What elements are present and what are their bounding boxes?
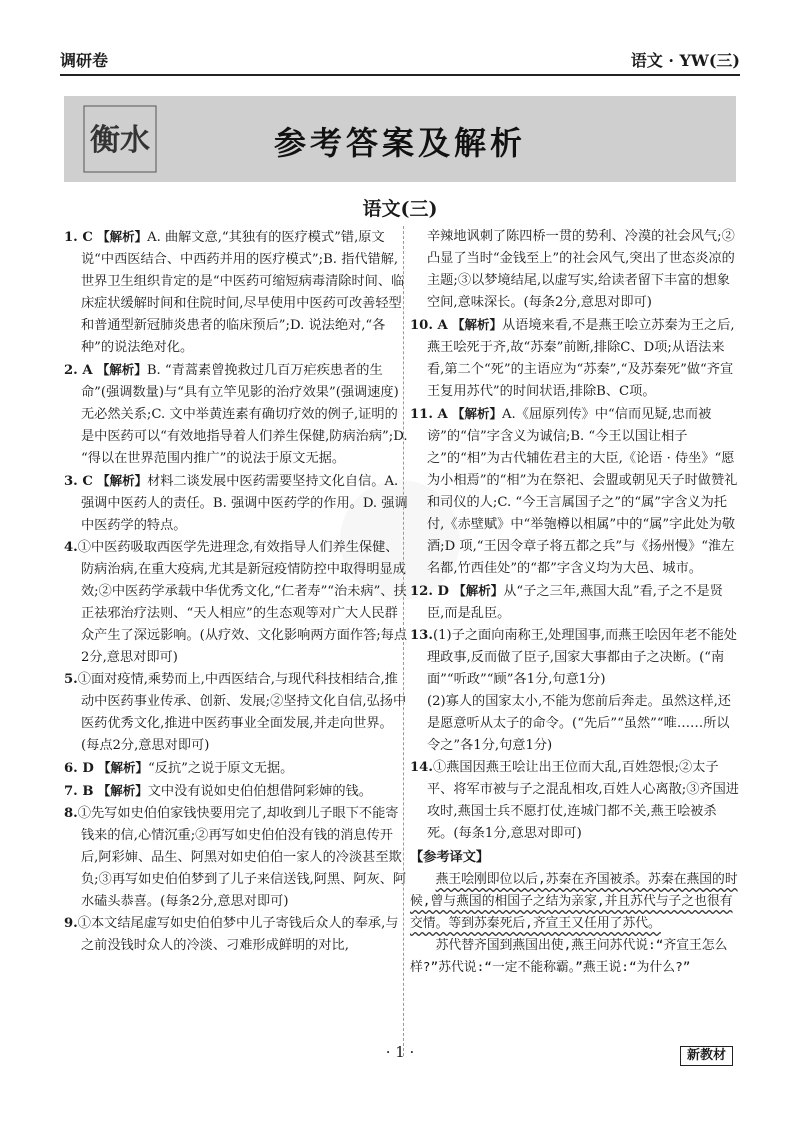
answer-item — [64, 359, 408, 470]
item-text: 材料二谈发展中医药需要坚持文化自信。A. 强调中医药人的责任。B. 强调中医药学的作用。D. 强调中医药学的特点。 — [81, 474, 408, 533]
item-text: ①燕国因燕王哙让出王位而大乱,百姓怨恨;②太子平、将军市被与子之混乱相攻,百姓人心离散;③齐国进攻时,燕国士兵不愿打仗,连城门都不关,燕王哙被杀死。(每条1分,意思对即可) — [427, 760, 739, 841]
item-number: 9. — [64, 916, 78, 931]
header-left-label: 调研卷 — [60, 51, 109, 70]
item-tag: 【解析】 — [97, 229, 148, 244]
answer-item — [410, 625, 740, 691]
left-column — [64, 226, 408, 957]
item-number: 5. — [64, 672, 78, 687]
item-text: A.《屈原列传》中“信而见疑,忠而被谤”的“信”字含义为诚信;B. “今王以国让相子之”的“相”为古代辅佐君主的大臣,《论语 · 侍坐》“愿为小相焉”的“相”为在祭祀、会盟或朝见天子时做赞礼和司仪的人;C. “今王言属国子之”的“属”字含义为托付,《赤壁赋》中“举匏樽以相属”中的“属”字此处为敬酒;D 项,“王因令章子将五都之兵”与《扬州慢》“淮左名都,竹西佳处”的“都”字含义均为大邑、城市。 — [427, 407, 738, 576]
item-text: 从语境来看,不是燕王哙立苏秦为王之后,燕王哙死于齐,故“苏秦”前断,排除C、D项;从语法来看,第二个“死”的主语应为“苏秦”,“及苏秦死”做“齐宣王复用苏代”的时间状语,排除B、C项。 — [427, 318, 735, 399]
item-number: 8. — [64, 806, 78, 821]
answer-subitem: (2)寡人的国家太小,不能为您前后奔走。虽然这样,还是愿意听从太子的命令。(“先后”“虽然”“唯……所以令之”各1分,句意1分) — [427, 694, 731, 753]
answer-item — [64, 226, 408, 359]
item-tag: 【解析】 — [97, 783, 148, 798]
underlined-text: 燕王哙刚即位以后,苏秦在齐国被杀。苏秦在燕国的时候,曾与燕国的相国子之结为亲家,并且苏代与子之也很有交情。等到苏秦死后,齐宣王又任用了苏代。 — [410, 872, 738, 931]
answer-item — [64, 669, 408, 757]
answer-item — [410, 757, 740, 845]
answer-item — [410, 314, 740, 403]
item-number: 4. — [64, 540, 78, 555]
section-subtitle: 语文(三) — [362, 198, 438, 220]
answer-item — [64, 537, 408, 669]
answer-item — [64, 803, 408, 913]
item-text: B. “青蒿素曾挽救过几百万疟疾患者的生命”(强调数量)与“具有立竿见影的治疗效果”(强调速度)无必然关系;C. 文中举黄连素有确切疗效的例子,证明的是中医药可以“有效地指导着人们养生保健,防病治病”;D. “得以在世界范围内推广”的说法于原文无据。 — [81, 363, 408, 466]
answer-item — [410, 580, 740, 625]
answer-item — [410, 403, 740, 580]
item-text: 文中没有说如史伯伯想借阿彩婶的钱。 — [147, 784, 372, 799]
header-rule — [60, 74, 740, 76]
reference-title: 【参考译文】 — [410, 850, 490, 865]
item-number: 12. D — [410, 584, 449, 599]
item-number: 2. A — [64, 363, 93, 378]
answer-continuation: 辛辣地讽刺了陈四桥一贯的势利、冷漠的社会风气;②凸显了当时“金钱至上”的社会风气,突出了世态炎凉的主题;③以梦境结尾,以虚写实,给读者留下丰富的想象空间,意味深长。(每条2分,意思对即可) — [427, 229, 735, 310]
item-number: 3. C — [64, 474, 93, 489]
edition-badge: 新教材 — [680, 1046, 733, 1066]
reference-text: 苏代替齐国到燕国出使,燕王问苏代说:“齐宣王怎么样?”苏代说:“一定不能称霸。”燕王说:“为什么?” — [410, 938, 728, 975]
item-text: (1)子之面向南称王,处理国事,而燕王哙因年老不能处理政事,反而做了臣子,国家大事都由子之决断。(“南面”“听政”“顾”各1分,句意1分) — [427, 628, 737, 687]
item-tag: 【解析】 — [97, 473, 148, 488]
answer-item — [64, 470, 408, 537]
banner-title: 参考答案及解析 — [273, 124, 526, 162]
item-text: ①面对疫情,乘势而上,中西医结合,与现代科技相结合,推动中医药事业传承、创新、发展;②坚持文化自信,弘扬中医药优秀文化,推进中医药事业全面发展,并走向世界。(每点2分,意思对即可) — [77, 672, 407, 753]
item-tag: 【解析】 — [96, 362, 147, 377]
item-text: A. 曲解文意,“其独有的医疗模式”错,原文说“中西医结合、中西药并用的医疗模式”;B. 指代错解,世界卫生组织肯定的是“中医药可缩短病毒清除时间、临床症状缓解时间和住院时间,尽早使用中医药可改善轻型和普通型新冠肺炎患者的临床预后”;D. 说法绝对,“各种”的说法绝对化。 — [81, 230, 405, 355]
page-number: · 1 · — [385, 1043, 415, 1061]
right-column — [410, 226, 740, 979]
item-text: ①本文结尾虚写如史伯伯梦中儿子寄钱后众人的奉承,与之前没钱时众人的冷淡、刁难形成鲜明的对比, — [77, 916, 399, 953]
item-tag: 【解析】 — [451, 406, 502, 421]
item-number: 6. D — [64, 761, 94, 776]
logo-text: 衡水 — [90, 123, 150, 158]
column-divider — [403, 226, 404, 1056]
item-text: ①先写如史伯伯家钱快要用完了,却收到儿子眼下不能寄钱来的信,心情沉重;②再写如史伯伯没有钱的消息传开后,阿彩婶、品生、阿黑对如史伯伯一家人的冷淡甚至欺负;③再写如史伯伯梦到了儿子来信送钱,阿黑、阿灰、阿水磕头恭喜。(每条2分,意思对即可) — [77, 806, 407, 909]
item-number: 7. B — [64, 784, 94, 799]
item-number: 11. A — [410, 407, 448, 422]
item-text: ①中医药吸取西医学先进理念,有效指导人们养生保健、防病治病,在重大疫病,尤其是新冠疫情防控中取得明显成效;②中医药学承载中华优秀文化,“仁者寿”“治未病”、扶正祛邪治疗法则、“天人相应”的生态观等对广大人民群众产生了深远影响。(从疗效、文化影响两方面作答;每点2分,意思对即可) — [77, 540, 408, 665]
title-banner — [64, 96, 736, 182]
item-tag: 【解析】 — [451, 317, 502, 332]
header-right-label: 语文 · YW(三) — [630, 51, 740, 70]
item-number: 1. C — [64, 230, 93, 245]
reference-underlined — [410, 869, 740, 935]
item-tag: 【解析】 — [453, 583, 504, 598]
item-number: 14. — [410, 760, 433, 775]
item-text: “反抗”之说于原文无据。 — [148, 761, 294, 776]
answer-item — [64, 780, 408, 803]
page-header — [60, 44, 740, 74]
item-number: 10. A — [410, 318, 448, 333]
item-number: 13. — [410, 628, 433, 643]
item-text: 从“子之三年,燕国大乱”看,子之不是贤臣,而是乱臣。 — [427, 584, 723, 621]
item-tag: 【解析】 — [98, 760, 149, 775]
answer-item — [64, 913, 408, 957]
answer-item — [64, 757, 408, 780]
